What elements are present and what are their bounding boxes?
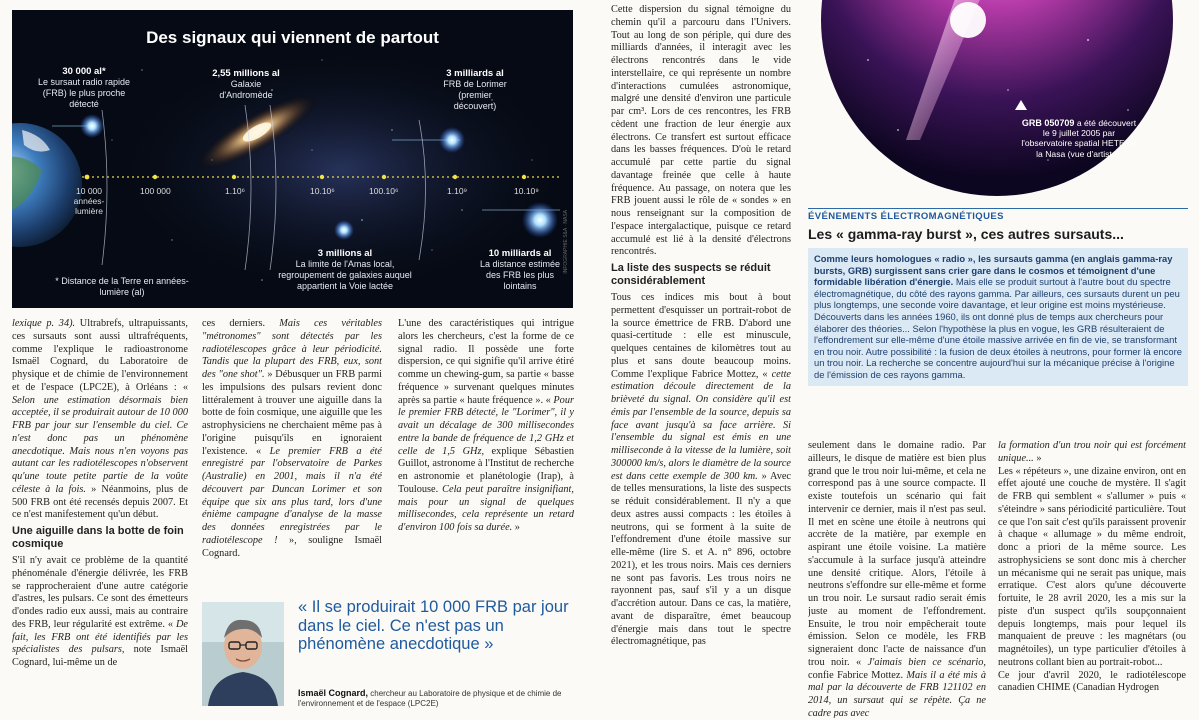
text-italic: Mais ces véritables "métronomes" sont détectés par les radiotélescopes grâce à leur périodicité. Tandis que la plupart des FRB, eux, sont des "one shot". (202, 318, 382, 380)
label-value: 2,55 millions al (212, 68, 280, 79)
label-lorimer (436, 68, 514, 112)
tick-label: 1.10⁶ (225, 186, 246, 196)
paragraph (998, 440, 1186, 466)
sidebar-lead: Comme leurs homologues « radio », les sursauts gamma (en anglais gamma-ray bursts, GRB) surgissent sans crier gare dans le cosmos et témoignent d'une formidable libération d'énergie. (814, 253, 1173, 288)
label-farthest (478, 248, 562, 292)
subheading: La liste des suspects se réduit considérablement (611, 262, 771, 287)
text-run: seulement dans le domaine radio. Par ailleurs, le disque de matière est bien plus grand que le trou noir lui-même, et cela ne correspond pas à une source compacte. Il existe toutefois un scénario qui fait intervenir ce dernier, mais il n'est pas seul. Il met en scène une étoile à neutrons qui accrète de la matière, par exemple en aspirant une étoile voisine. La matière s'accumule à la surface jusqu'à atteindre une densité critique. Alors, l'étoile à neutrons s'effondre sur elle-même et forme un trou noir. Le sursaut radio serait émis juste au moment de l'effondrement. Ensuite, le trou noir empêcherait toute émission. Selon ce modèle, les FRB signeraient donc l'acte de naissance d'un trou noir. « (808, 440, 986, 668)
text-italic: Le premier FRB a été enregistré par l'observatoire de Parkes (Australie) en 2001, mais il n'a été découvert par Duncan Lorimer et son équipe que six ans plus tard, lors d'une énième campagne d'analyse de la masse des données enregistrées par le radiotélescope ! (202, 445, 382, 546)
quote-text: « Il se produirait 10 000 FRB par jour dans le ciel. Ce n'est pas un phénomène anecdotique » (298, 598, 569, 653)
infographic-note: * Distance de la Terre en années-lumière (al) (55, 276, 189, 297)
text-italic: lexique p. 34). (12, 318, 76, 329)
portrait-photo (202, 602, 284, 706)
text-italic: Selon une estimation désormais bien acceptée, il se produirait autour de 10 000 FRB par jour sur l'ensemble du ciel. Ce n'est donc pas un phénomène anecdotique. Mais nous n'en voyons pas autant car les radiotélescopes n'observent qu'une toute petite partie de la voûte céleste à la fois. (12, 394, 188, 495)
grb-artwork (808, 0, 1186, 198)
text-italic: Mais il a été mis à mal par la découverte de FRB 121102 en 2014, un sursaut qui se répète. Ça ne cadre pas avec (808, 669, 986, 718)
grb-caption-text: a été découvert le 9 juillet 2005 par l'observatoire spatial HETE de la Nasa (vue d'artiste). (1021, 118, 1137, 159)
text-run: explique Sébastien Guillot, astronome à l'Institut de recherche en astronomie et planétologie (Irap), à Toulouse. (398, 445, 574, 495)
infographic-credit: INFOGRAPHIE S&A · NASA (563, 210, 569, 274)
infographic-title: Des signaux qui viennent de partout (146, 28, 439, 47)
infographic (12, 10, 573, 308)
pull-quote (202, 598, 592, 716)
text-run: » Néanmoins, plus de 500 FRB ont été recensés depuis 2007. Et ce n'est manifestement qu'un début. (12, 483, 188, 521)
quote-role: chercheur au Laboratoire de physique et de chimie de l'environnement et de l'espace (LPC2E) (298, 689, 562, 708)
quote-name: Ismaël Cognard, (298, 688, 369, 698)
article-column-3 (398, 318, 574, 590)
label-text: Le sursaut radio rapide (FRB) le plus proche détecté (37, 77, 131, 109)
label-text: La distance estimée des FRB les plus lointains (479, 259, 561, 291)
text-run: note Ismaël Cognard, lui-même un de (12, 644, 188, 668)
label-andromeda (210, 68, 282, 101)
paragraph (12, 555, 188, 670)
text-run: » (1033, 452, 1042, 464)
text-italic: De fait, les FRB ont été identifiés par les spécialistes des pulsars, (12, 618, 188, 656)
text-run: », souligne Ismaël Cognard. (202, 534, 382, 559)
text-run: confie Fabrice Mottez. (808, 669, 907, 681)
quote-attribution (298, 688, 588, 709)
label-local-group (270, 248, 420, 292)
text-italic: J'aimais bien ce scénario, (867, 656, 986, 668)
paragraph (611, 292, 791, 649)
text-italic: cette estimation découle directement de la brièveté du signal. On considère qu'il est émis par l'ensemble de la source, depuis sa face avant jusqu'à sa face arrière. Si l'ensemble du signal est émis en une milliseconde à la vitesse de la lumière, soit 300000 km/s, alors le diamètre de la source est dans cette exemple de 300 km. (611, 368, 791, 482)
tick-label: 10.10⁹ (514, 186, 539, 196)
sidebar-body (808, 248, 1188, 386)
grb-name: GRB 050709 (1021, 118, 1075, 128)
tick-label: 100.10⁶ (369, 186, 399, 196)
text-run: » Avec de telles mensurations, la liste des suspects se réduit considérablement. Il n'y a que deux astres aussi compacts : les étoiles à neutrons, qui se forment à la suite de l'effondrement d'une étoile massive sur elle-même (lire S. et A. n° 896, octobre 2021), et les trous noirs. Mais ces derniers ne sont pas favoris. Les trous noirs ne rayonnent pas, sauf s'il y a un disque d'accrétion autour. Dans ce cas, la matière, avant de disparaître, émet beaucoup d'énergie mais dans tout le spectre électromagnétique, pas (611, 470, 791, 648)
label-text: La limite de l'Amas local, regroupement de galaxies auquel appartient la Voie lactée (278, 259, 412, 291)
text-run: ces derniers. (202, 318, 280, 329)
grb-illustration-icon (808, 0, 1186, 198)
text-run: » Débusquer un FRB parmi les impulsions des pulsars revient donc littéralement à trouver une aiguille dans la botte de foin cosmique, une aiguille que les astrophysiciens ne cherchaient même pas à l'origine puisqu'ils en ignoraient l'existence. « (202, 369, 382, 457)
sidebar-title: Les « gamma-ray burst », ces autres sursauts... (808, 226, 1124, 242)
tick-label: 100 000 (140, 186, 171, 196)
text-run: S'il n'y avait ce problème de la quantité phénoménale d'énergie délivrée, les FRB se rapprocheraient d'une autre catégorie d'astres, les pulsars. Ce sont des émetteurs d'ondes radio eux aussi, mais au contraire des FRB, leur régularité est extrême. « (12, 555, 188, 630)
text-run: » (512, 522, 520, 533)
paragraph (398, 318, 574, 535)
label-value: 3 millions al (317, 248, 373, 259)
text-run: Tous ces indices mis bout à bout permettent d'esquisser un portrait-robot de la source émettrice de FRB. D'abord une quasi-certitude : elle est minuscule, quelques centaines de kilomètres tout au plus et sans doute beaucoup moins. Comme l'explique Fabrice Mottez, « (611, 292, 791, 380)
text-italic: Cela peut paraître insignifiant, mais pour un signal de quelques millisecondes, cela représente un retard d'environ 100 fois sa durée. (398, 483, 574, 533)
label-text: FRB de Lorimer (premier découvert) (443, 79, 507, 111)
subheading: Une aiguille dans la botte de foin cosmique (12, 525, 184, 550)
tick-label: 10.10⁶ (310, 186, 335, 196)
article-column-6 (998, 440, 1186, 718)
label-value: 10 milliards al (488, 248, 552, 259)
label-nearest-frb (34, 66, 134, 110)
paragraph (808, 440, 986, 718)
label-value: 3 milliards al (446, 68, 504, 79)
grb-caption (1020, 118, 1138, 159)
gamma-ray-sidebar (808, 208, 1188, 386)
paragraph: Cette dispersion du signal témoigne du chemin qu'il a parcouru dans l'Univers. Tout au long de son périple, qui dure des milliards d'années, il interagit avec les électrons rencontrés dans le vide interstellaire, ce qui représente un nombre d'interactions cumulées astronomique, malgré une densité d'environ une particule par cm³. Lors de ces rencontres, les FRB cèdent une fraction de leur énergie aux électrons. Ce transfert est surtout efficace dans les basses fréquences. D'où le retard accumulé par cette partie du signal davantage freinée que celle à haute fréquence. Au passage, on notera que les FRB jouent aussi le rôle de « sondes » en nous renseignant sur la composition de l'espace intergalactique, puisque ce retard accumulé est lié à la densité d'électrons rencontrés. (611, 4, 791, 258)
text-italic: la formation d'un trou noir qui est forcément unique... (998, 440, 1186, 464)
paragraph: Ce jour d'avril 2020, le radiotélescope canadien CHIME (Canadian Hydrogen (998, 669, 1186, 694)
section-tag: ÉVÉNEMENTS ÉLECTROMAGNÉTIQUES (808, 211, 1004, 222)
paragraph: Les « répéteurs », une dizaine environ, ont en effet ajouté une couche de mystère. Il s'agit de FRB qui semblent « s'allumer » puis « s'éteindre » sans périodicité particulière. Tout ce que l'on sait c'est qu'ils paraissent provenir à chaque « allumage » du même endroit, donc a priori de la même source. Les astrophysiciens se sont donc mis à chercher un mécanisme qui ne serait pas unique, mais erratique. C'est alors qu'une découverte fortuite, le 28 avril 2020, les a mis sur la piste d'un suspect qu'ils soupçonnaient depuis longtemps, mais pour lequel ils manquaient de preuve : les magnétars (ou magnétoiles), un type particulier d'étoiles à neutrons collant bien au portrait-robot... (998, 465, 1186, 668)
tick-label: 1.10⁹ (447, 186, 468, 196)
article-column-1 (12, 318, 188, 720)
article-column-4 (611, 4, 791, 718)
label-text: Galaxie d'Andromède (219, 79, 273, 100)
text-run: Ultrabrefs, ultrapuissants, ces sursauts sont aussi ultrafréquents, comme l'explique le radioastronome Ismaël Cognard, du Laboratoire de physique et de chimie de l'environnement et de l'espace (LPC2E), à Orléans : « (12, 318, 188, 393)
text-italic: Pour le premier FRB détecté, le "Lorimer", il y avait un décalage de 300 millisecondes entre la bande de fréquence de 1,2 GHz et celle de 1,5 GHz, (398, 394, 574, 457)
text-run: L'une des caractéristiques qui intrigue alors les chercheurs, c'est la forme de ce signal radio. Il possède une forte dispersion, ce qui signifie qu'il arrive étiré comme un chewing-gum, sa partie « basse fréquence » survenant quelques minutes après sa partie « haute fréquence ». « (398, 318, 574, 406)
sidebar-text: Mais elle se produit surtout à l'autre bout du spectre électromagnétique, du côté des rayons gamma. Par ailleurs, ces sursauts durent un peu plus longtemps, une seconde voire davantage, et leur origine est moins mystérieuse. Découverts dans les années 1960, ils ont donné plus de temps aux chercheurs pour élaborer des théories... Selon l'hypothèse la plus en vogue, les GRB résulteraient de l'effondrement sur elle-même d'une étoile massive arrivée en fin de vie, se transformant en trou noir. Autre possibilité : la fusion de deux étoiles à neutrons, pour former là encore un trou noir. La recherche se concentre aujourd'hui sur la mécanique précise à l'origine de l'émission de ces rayons gamma. (814, 276, 1182, 380)
article-column-5 (808, 440, 986, 718)
tick-label: 10 000 années-lumière (73, 186, 105, 216)
paragraph (12, 318, 188, 522)
paragraph (202, 318, 382, 560)
portrait-icon (202, 602, 284, 706)
label-value: 30 000 al* (62, 66, 106, 77)
article-column-2 (202, 318, 382, 590)
